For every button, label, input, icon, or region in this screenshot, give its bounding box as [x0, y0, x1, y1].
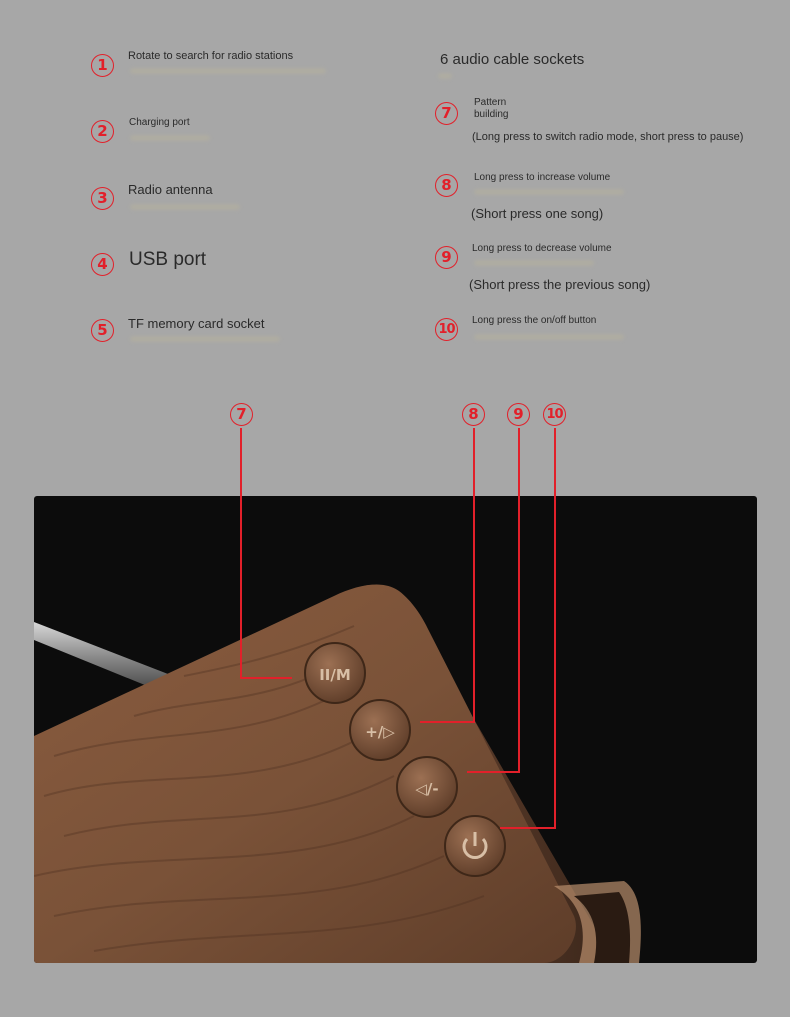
legend-label-charging-port: Charging port	[129, 117, 190, 128]
power-button[interactable]	[445, 816, 505, 876]
legend-label-usb-port: USB port	[129, 249, 207, 270]
faded-text	[130, 204, 240, 210]
callout-number-9: 9	[507, 403, 530, 426]
mode-button-label: II/M	[319, 666, 351, 684]
legend-detail-mode: (Long press to switch radio mode, short press to pause)	[472, 131, 744, 143]
legend-detail-next-song: (Short press one song)	[471, 206, 604, 221]
antenna	[34, 622, 168, 692]
legend-number-1: 1	[91, 54, 114, 77]
faded-text	[474, 189, 624, 195]
previous-volume-down-button[interactable]	[397, 757, 457, 817]
legend-number-8: 8	[435, 174, 458, 197]
faded-text	[474, 334, 624, 340]
legend-number-10: 10	[435, 318, 458, 341]
callout-number-8: 8	[462, 403, 485, 426]
mode-button[interactable]	[305, 643, 365, 703]
legend-label-decrease-volume: Long press to decrease volume	[472, 243, 612, 254]
legend-label-power-button: Long press the on/off button	[472, 315, 597, 326]
legend-label-rotate-search: Rotate to search for radio stations	[128, 50, 294, 62]
legend-label-building: building	[474, 109, 509, 120]
legend-label-audio-sockets: 6 audio cable sockets	[440, 51, 585, 68]
callout-number-10: 10	[543, 403, 566, 426]
next-button-label: +/▷	[365, 723, 395, 741]
legend-number-9: 9	[435, 246, 458, 269]
legend-label-pattern: Pattern	[474, 97, 507, 108]
callout-number-7: 7	[230, 403, 253, 426]
legend-number-7: 7	[435, 102, 458, 125]
faded-text	[130, 135, 210, 141]
legend-number-3: 3	[91, 187, 114, 210]
legend-number-2: 2	[91, 120, 114, 143]
next-volume-up-button[interactable]	[350, 700, 410, 760]
legend-detail-previous-song: (Short press the previous song)	[469, 277, 651, 292]
faded-text	[130, 336, 280, 342]
product-photo	[34, 496, 757, 963]
legend-number-4: 4	[91, 253, 114, 276]
faded-text	[474, 260, 594, 266]
radio-speaker-illustration	[34, 496, 757, 963]
faded-text	[130, 68, 326, 74]
previous-button-label: ◁/-	[415, 780, 439, 798]
legend-label-tf-card-socket: TF memory card socket	[128, 316, 265, 331]
legend-label-increase-volume: Long press to increase volume	[474, 172, 611, 183]
legend-label-radio-antenna: Radio antenna	[128, 182, 213, 197]
faded-text	[438, 73, 452, 79]
legend-number-5: 5	[91, 319, 114, 342]
